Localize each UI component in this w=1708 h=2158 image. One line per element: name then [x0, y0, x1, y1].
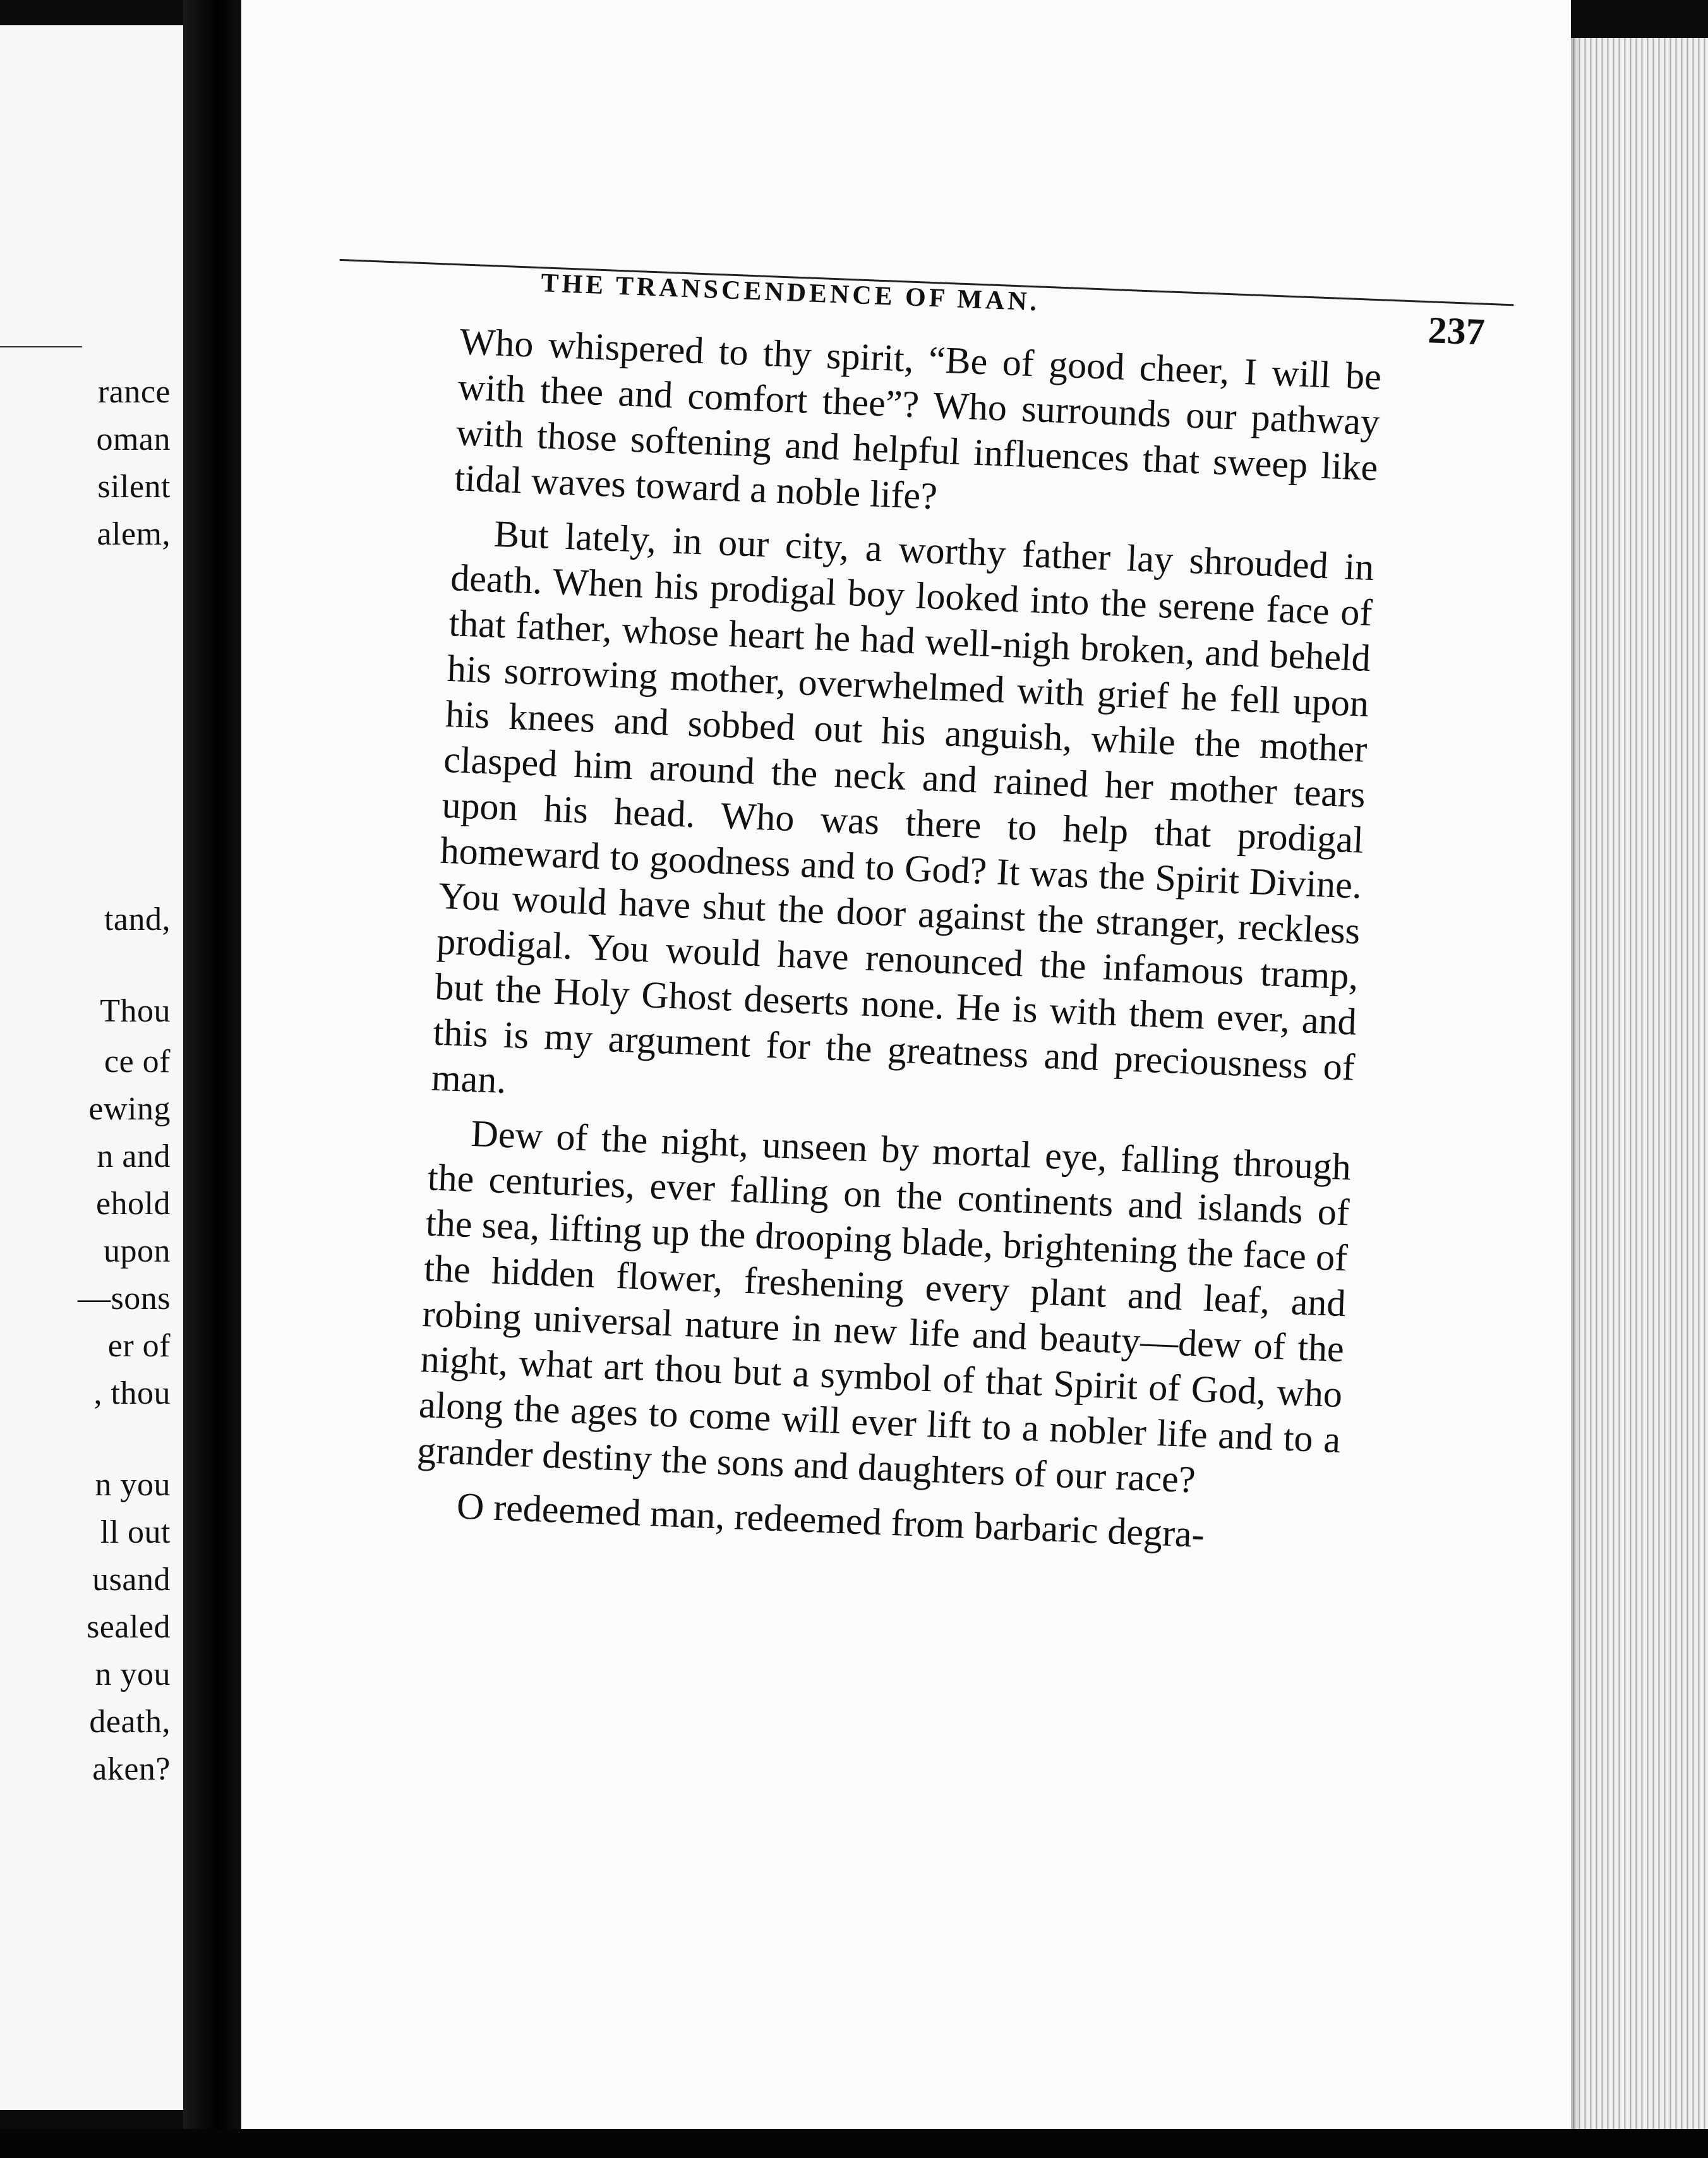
left-page-line: ll out [100, 1514, 171, 1550]
left-page-line: usand [92, 1562, 171, 1598]
left-page-line: ewing [88, 1091, 171, 1127]
left-page-line: tand, [104, 901, 171, 937]
left-page-line: silent [97, 469, 171, 505]
scan-bottom-edge [0, 2129, 1708, 2158]
left-page-line: n and [97, 1138, 171, 1174]
left-page-text [0, 25, 183, 2110]
book-page [241, 0, 1571, 2129]
left-page-line: , thou [93, 1375, 171, 1411]
left-page-line: sealed [87, 1609, 171, 1645]
page-edges-shadow [1571, 38, 1580, 2129]
left-facing-page [0, 25, 183, 2110]
left-page-line: alem, [97, 516, 171, 552]
left-page-line: —sons [78, 1281, 171, 1317]
left-page-line: oman [96, 421, 171, 457]
page-text-block [291, 190, 1535, 1577]
paragraph-1: Who whispered to thy spirit, “Be of good cheer, I will be with thee and comfort thee”? Who surrounds our pathway with those softening and helpful influences that sweep like tidal waves toward a noble life? [454, 320, 1383, 517]
left-page-line: n you [95, 1467, 171, 1503]
left-page-line: death, [89, 1704, 171, 1740]
left-page-line: aken? [92, 1751, 171, 1787]
page-edges [1571, 38, 1708, 2129]
page-number: 237 [1427, 309, 1486, 353]
left-page-line: ehold [95, 1186, 171, 1222]
left-page-line: Thou [100, 993, 171, 1029]
paragraph-4: O redeemed man, redeemed from barbaric degra- [455, 1485, 1205, 1555]
left-page-line: rance [97, 374, 171, 410]
left-page-line: upon [104, 1233, 171, 1269]
left-page-line: er of [107, 1328, 171, 1364]
body-text [291, 314, 1382, 1562]
left-page-line: n you [95, 1656, 171, 1692]
book-gutter [183, 0, 241, 2158]
running-header [340, 190, 1517, 353]
paragraph-3: Dew of the night, unseen by mortal eye, falling through the centuries, ever falling on the continents and islands of the sea, lifting up the drooping blade, brightening the face of the hidden flower, freshening every plant and leaf, and robing universal nature in new life and beauty—dew of the night, what art thou but a symbol of that Spirit of God, who along the ages to come will ever lift to a nobler life and to a grander destiny the sons and daughters of our race? [416, 1112, 1352, 1501]
left-page-line: ce of [104, 1044, 171, 1080]
paragraph-2: But lately, in our city, a worthy father lay shrouded in death. When his prodigal boy looked into the serene face of that father, whose heart he had well-nigh broken, and beheld his sorrowing mother, overwhelmed with grief he fell upon his knees and sobbed out his anguish, while the mother clasped him around the neck and rained her mother tears upon his head. Who was there to help that prodigal homeward to goodness and to God? It was the Spirit Divine. You would have shut the door against the stranger, reckless prodigal. You would have renounced the infamous tramp, but the Holy Ghost deserts none. He is with them ever, and this is my argument for the greatness and preciousness of man. [430, 512, 1375, 1101]
running-title: THE TRANSCENDENCE OF MAN. [540, 268, 1040, 317]
